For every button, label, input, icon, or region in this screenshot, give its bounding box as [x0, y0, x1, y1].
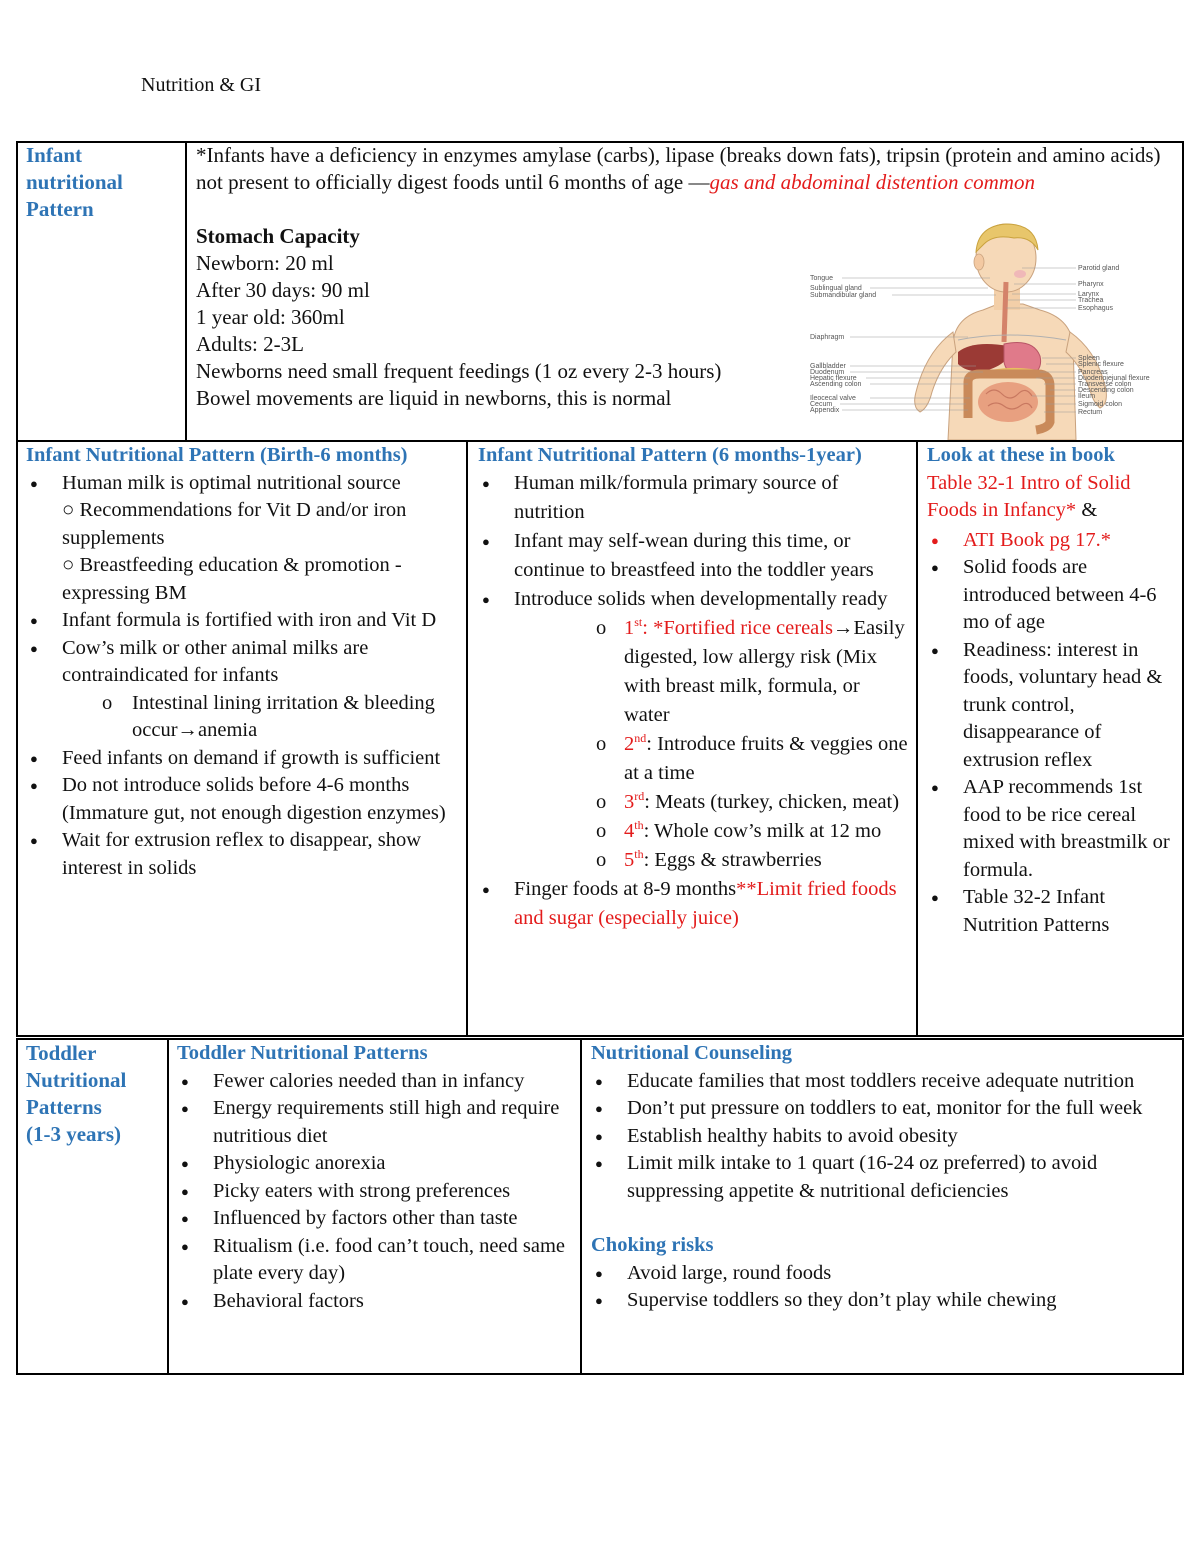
heading-line: Patterns: [26, 1095, 102, 1119]
heading-line: Nutritional: [26, 1068, 127, 1092]
heading-line: Infant: [26, 143, 83, 167]
document-title: Nutrition & GI: [141, 74, 261, 96]
figure-label: Sigmoid colon: [1078, 401, 1122, 408]
list-item: ● Establish healthy habits to avoid obesity: [591, 1123, 1176, 1151]
sub-item: ○ Breastfeeding education & promotion - expressing BM: [62, 554, 402, 604]
list-item: [478, 585, 908, 875]
item-text: Finger foods at 8-9 months: [514, 878, 737, 900]
list-item: ● Influenced by factors other than taste: [177, 1205, 577, 1233]
figure-label: Spleen: [1078, 355, 1100, 362]
capacity-line: Newborn: 20 ml: [196, 251, 334, 275]
col-divider-r3b: [580, 1038, 582, 1374]
step-number: 5th: [624, 847, 644, 871]
figure-label: Pancreas: [1078, 369, 1108, 376]
figure-label: Ascending colon: [810, 381, 862, 388]
figure-label: Trachea: [1078, 297, 1104, 304]
capacity-line: Bowel movements are liquid in newborns, this is normal: [196, 386, 672, 410]
figure-label: Parotid gland: [1078, 265, 1120, 272]
figure-label: Splenic flexure: [1078, 361, 1124, 368]
figure-label: Esophagus: [1078, 305, 1114, 312]
figure-label: Submandibular gland: [810, 292, 877, 299]
solid-food-step: [514, 817, 908, 846]
list-item: ● Supervise toddlers so they don’t play while chewing: [591, 1287, 1176, 1315]
list-item: ● Avoid large, round foods: [591, 1260, 1176, 1288]
figure-label: Rectum: [1078, 409, 1103, 416]
list-item: ● Wait for extrusion reflex to disappear, show interest in solids: [26, 827, 460, 882]
col-divider-r1: [185, 141, 187, 441]
figure-label: Gallbladder: [810, 363, 846, 370]
book-references-column: [927, 442, 1179, 939]
table-reference: Table 32-1 Intro of Solid Foods in Infancy*: [927, 471, 1131, 521]
column-heading: Infant Nutritional Pattern (6 months-1year): [478, 444, 862, 466]
list-item: ● Do not introduce solids before 4-6 months (Immature gut, not enough digestion enzymes): [26, 772, 460, 827]
toddler-pattern-heading: [26, 1040, 166, 1148]
figure-labels-left: [810, 275, 876, 414]
capacity-line: Newborns need small frequent feedings (1 oz every 2-3 hours): [196, 359, 722, 383]
column-heading: Infant Nutritional Pattern (Birth-6 months): [26, 444, 408, 466]
solid-food-step: [514, 788, 908, 817]
column-heading: Nutritional Counseling: [591, 1042, 793, 1064]
capacity-line: After 30 days: 90 ml: [196, 278, 370, 302]
figure-label: Diaphragm: [810, 334, 845, 341]
item-warning: **Limit fried foods and sugar (especially juice): [514, 878, 897, 929]
figure-label: Larynx: [1078, 291, 1100, 298]
infant-pattern-heading: [26, 142, 181, 223]
list-item: [26, 470, 460, 608]
column-heading: Look at these in book: [927, 444, 1115, 466]
solid-food-step: [514, 614, 908, 730]
list-item: ● ATI Book pg 17.*: [927, 527, 1179, 555]
list-item: ● Behavioral factors: [177, 1288, 577, 1316]
step-number: 3rd: [624, 789, 645, 813]
enzyme-intro-warning: gas and abdominal distention common: [709, 170, 1035, 194]
capacity-line: 1 year old: 360ml: [196, 305, 345, 329]
step-text: : Meats (turkey, chicken, meat): [644, 791, 900, 813]
sub-item: ○ Recommendations for Vit D and/or iron supplements: [62, 499, 407, 549]
list-item: ● Don’t put pressure on toddlers to eat, monitor for the full week: [591, 1095, 1176, 1123]
solid-food-step: [514, 846, 908, 875]
list-item: ● Infant may self-wean during this time, or continue to breastfeed into the toddler years: [478, 527, 908, 585]
stomach-capacity-title: Stomach Capacity: [196, 224, 360, 248]
figure-label: Hepatic flexure: [810, 375, 857, 382]
heading-line: Pattern: [26, 197, 94, 221]
digestive-system-illustration: [808, 222, 1180, 440]
enzyme-intro: [196, 142, 1176, 196]
list-item: ● Limit milk intake to 1 quart (16-24 oz preferred) to avoid suppressing appetite & nutritional deficiencies: [591, 1150, 1176, 1205]
figure-label: Duodenojejunal flexure: [1078, 375, 1150, 382]
list-item: ● Picky eaters with strong preferences: [177, 1178, 577, 1206]
figure-label: Duodenum: [810, 369, 845, 376]
solid-food-step: [514, 730, 908, 788]
col-divider-r3a: [167, 1038, 169, 1374]
6-months-to-1-year-column: [478, 442, 908, 933]
col-divider-r2b: [916, 440, 918, 1037]
list-item: ● Feed infants on demand if growth is sufficient: [26, 745, 460, 773]
list-item: ● Infant formula is fortified with iron and Vit D: [26, 607, 460, 635]
step-number: 2nd: [624, 731, 647, 755]
figure-label: Ileocecal valve: [810, 395, 856, 402]
list-item: [26, 635, 460, 745]
figure-label: Descending colon: [1078, 387, 1134, 394]
book-reference: Table 32-1 Intro of Solid Foods in Infancy* &: [927, 471, 1131, 521]
list-item: ● Ritualism (i.e. food can’t touch, need same plate every day): [177, 1233, 577, 1288]
enzyme-intro-text: *Infants have a deficiency in enzymes amylase (carbs), lipase (breaks down fats), tripsin (protein and amino acids) not present to officially digest foods until 6 months of age —: [196, 143, 1161, 194]
item-text: Cow’s milk or other animal milks are contraindicated for infants: [62, 636, 369, 686]
list-item: ● AAP recommends 1st food to be rice cereal mixed with breastmilk or formula.: [927, 774, 1179, 884]
birth-to-6-months-column: [26, 442, 460, 882]
toddler-patterns-column: [177, 1040, 577, 1315]
item-text: Human milk is optimal nutritional source: [62, 471, 401, 494]
choking-risks-heading: Choking risks: [591, 1234, 714, 1256]
heading-line: (1-3 years): [26, 1122, 122, 1146]
list-item: [478, 875, 908, 933]
figure-label: Appendix: [810, 407, 840, 414]
list-item: ● Table 32-2 Infant Nutrition Patterns: [927, 884, 1179, 939]
figure-label: Cecum: [810, 401, 833, 408]
list-item: ● Physiologic anorexia: [177, 1150, 577, 1178]
list-item: ● Readiness: interest in foods, voluntary head & trunk control, disappearance of extrusion reflex: [927, 637, 1179, 775]
figure-label: Transverse colon: [1078, 381, 1132, 388]
list-item: ● Fewer calories needed than in infancy: [177, 1068, 577, 1096]
figure-labels-right: [1078, 265, 1150, 416]
figure-label: Tongue: [810, 275, 833, 282]
list-item: ● Energy requirements still high and require nutritious diet: [177, 1095, 577, 1150]
list-item: ● Human milk/formula primary source of nutrition: [478, 469, 908, 527]
step-number: 4th: [624, 818, 644, 842]
figure-label: Ileum: [1078, 393, 1096, 400]
step-text: →Easily digested, low allergy risk (Mix with breast milk, formula, or water: [624, 617, 905, 726]
item-text: Introduce solids when developmentally ready: [514, 588, 888, 610]
nutritional-counseling-column: [591, 1040, 1176, 1315]
sub-item: o Intestinal lining irritation & bleeding occur→anemia: [62, 690, 460, 745]
step-text: : Eggs & strawberries: [643, 849, 822, 871]
step-text: : Introduce fruits & veggies one at a time: [624, 733, 908, 784]
capacity-line: Adults: 2-3L: [196, 332, 304, 356]
heading-line: nutritional: [26, 170, 123, 194]
list-item: ● Solid foods are introduced between 4-6 mo of age: [927, 554, 1179, 637]
figure-label: Sublingual gland: [810, 285, 862, 292]
heading-line: Toddler: [26, 1041, 97, 1065]
figure-label: Pharynx: [1078, 281, 1104, 288]
list-item: ● Educate families that most toddlers receive adequate nutrition: [591, 1068, 1176, 1096]
col-divider-r2a: [466, 440, 468, 1037]
step-text: : Whole cow’s milk at 12 mo: [643, 820, 882, 842]
column-heading: Toddler Nutritional Patterns: [177, 1042, 428, 1064]
step-number: 1st: *Fortified rice cereals: [624, 615, 833, 639]
